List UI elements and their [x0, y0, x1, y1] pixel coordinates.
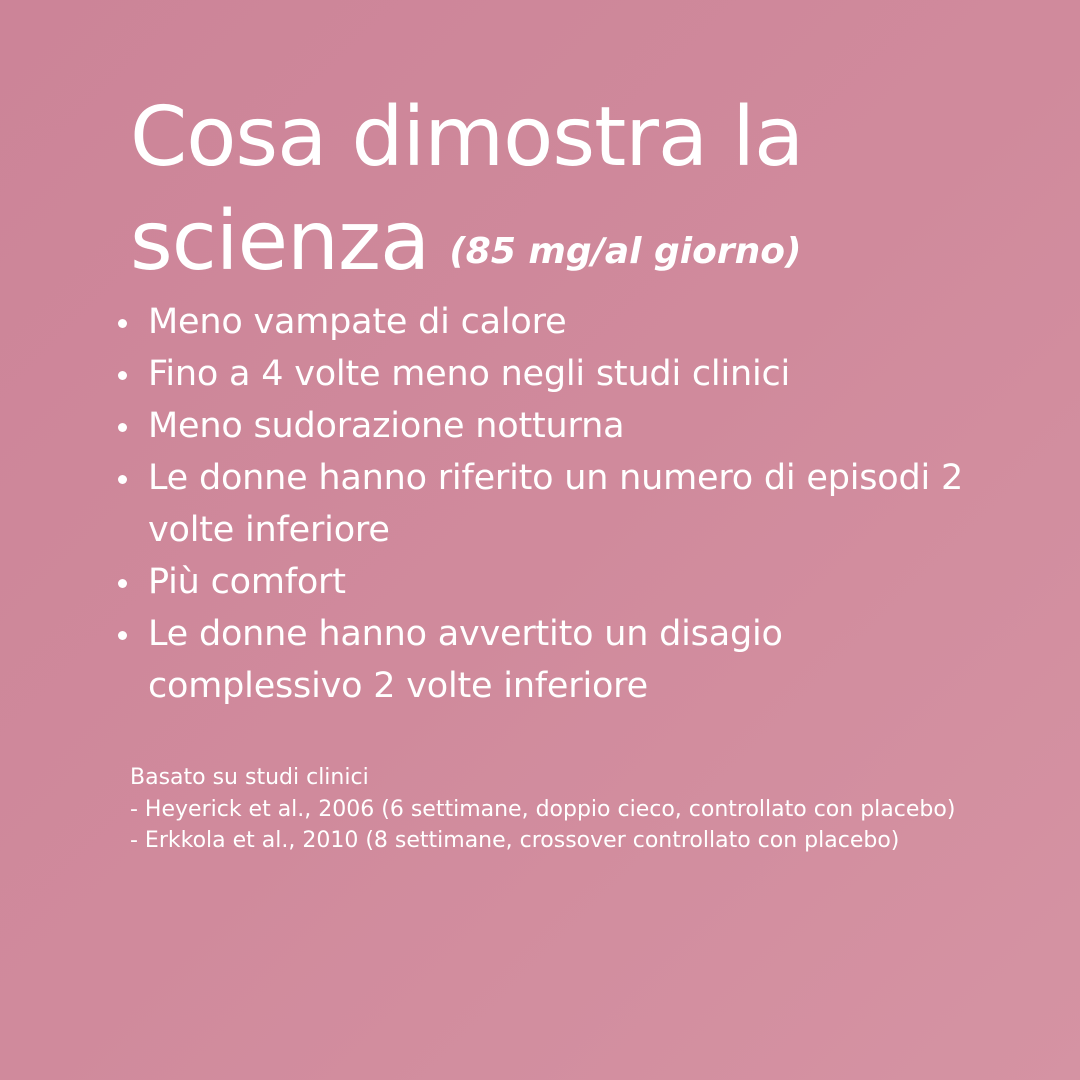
- bullet-dot-icon: [118, 371, 127, 380]
- list-item-text: Le donne hanno riferito un numero di episodi 2 volte inferiore: [148, 458, 964, 550]
- bullet-dot-icon: [118, 423, 127, 432]
- list-item: [110, 400, 970, 452]
- list-item: [110, 608, 970, 712]
- title-dosage-note: (85 mg/al giorno): [449, 231, 802, 272]
- source-citation: - Erkkola et al., 2010 (8 settimane, crossover controllato con placebo): [130, 828, 900, 853]
- title-line-1: Cosa dimostra la: [130, 90, 804, 185]
- bullet-dot-icon: [118, 475, 127, 484]
- source-citation: - Heyerick et al., 2006 (6 settimane, doppio cieco, controllato con placebo): [130, 796, 956, 822]
- list-item-text: Meno sudorazione notturna: [148, 406, 625, 446]
- bullet-dot-icon: [118, 579, 127, 588]
- sources-heading: Basato su studi clinici: [130, 765, 369, 790]
- list-item: [110, 556, 970, 608]
- title-line-2: scienza: [130, 194, 430, 289]
- list-item-text: Più comfort: [148, 562, 346, 602]
- list-item: [110, 452, 970, 556]
- slide-title: [130, 86, 990, 304]
- bullet-dot-icon: [118, 319, 127, 328]
- list-item: [110, 348, 970, 400]
- benefits-list: [110, 296, 970, 712]
- list-item: [110, 296, 970, 348]
- list-item-text: Le donne hanno avvertito un disagio complessivo 2 volte inferiore: [148, 614, 783, 706]
- list-item-text: Meno vampate di calore: [148, 302, 567, 342]
- sources-block: [130, 762, 960, 857]
- bullet-dot-icon: [118, 631, 127, 640]
- list-item-text: Fino a 4 volte meno negli studi clinici: [148, 354, 791, 394]
